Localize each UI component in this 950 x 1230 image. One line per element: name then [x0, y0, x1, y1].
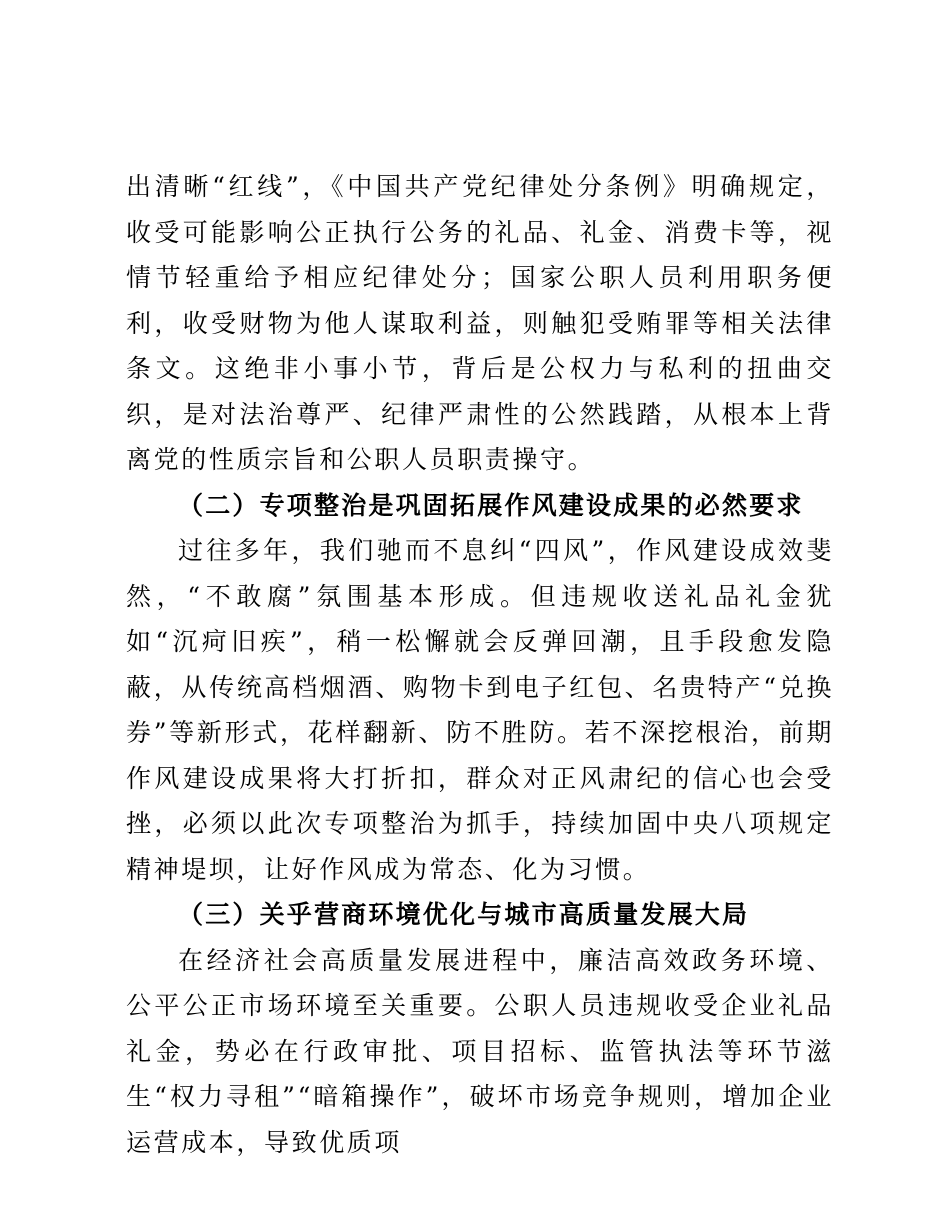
section-heading: （二）专项整治是巩固拓展作风建设成果的必然要求 — [178, 490, 804, 520]
document-body — [126, 164, 834, 1165]
section-heading: （三）关乎营商环境优化与城市高质量发展大局 — [178, 900, 750, 929]
body-paragraph: 出清晰“红线”，《中国共产党纪律处分条例》明确规定，收受可能影响公正执行公务的礼品、礼金、消费卡等，视情节轻重给予相应纪律处分；国家公职人员利用职务便利，收受财物为他人谋取利益，则触犯受贿罪等相关法律条文。这绝非小事小节，背后是公权力与私利的扭曲交织，是对法治尊严、纪律严肃性的公然践踏，从根本上背离党的性质宗旨和公职人员职责操守。 — [126, 172, 834, 474]
body-paragraph: 在经济社会高质量发展进程中，廉洁高效政务环境、公平公正市场环境至关重要。公职人员违规收受企业礼品礼金，势必在行政审批、项目招标、监管执法等环节滋生“权力寻租”“暗箱操作”，破坏市场竞争规则，增加企业运营成本，导致优质项 — [126, 945, 834, 1157]
body-paragraph: 过往多年，我们驰而不息纠“四风”，作风建设成效斐然，“不敢腐”氛围基本形成。但违规收送礼品礼金犹如“沉疴旧疾”，稍一松懈就会反弹回潮，且手段愈发隐蔽，从传统高档烟酒、购物卡到电子红包、名贵特产“兑换券”等新形式，花样翻新、防不胜防。若不深挖根治，前期作风建设成果将大打折扣，群众对正风肃纪的信心也会受挫，必须以此次专项整治为抓手，持续加固中央八项规定精神堤坝，让好作风成为常态、化为习惯。 — [126, 536, 834, 884]
